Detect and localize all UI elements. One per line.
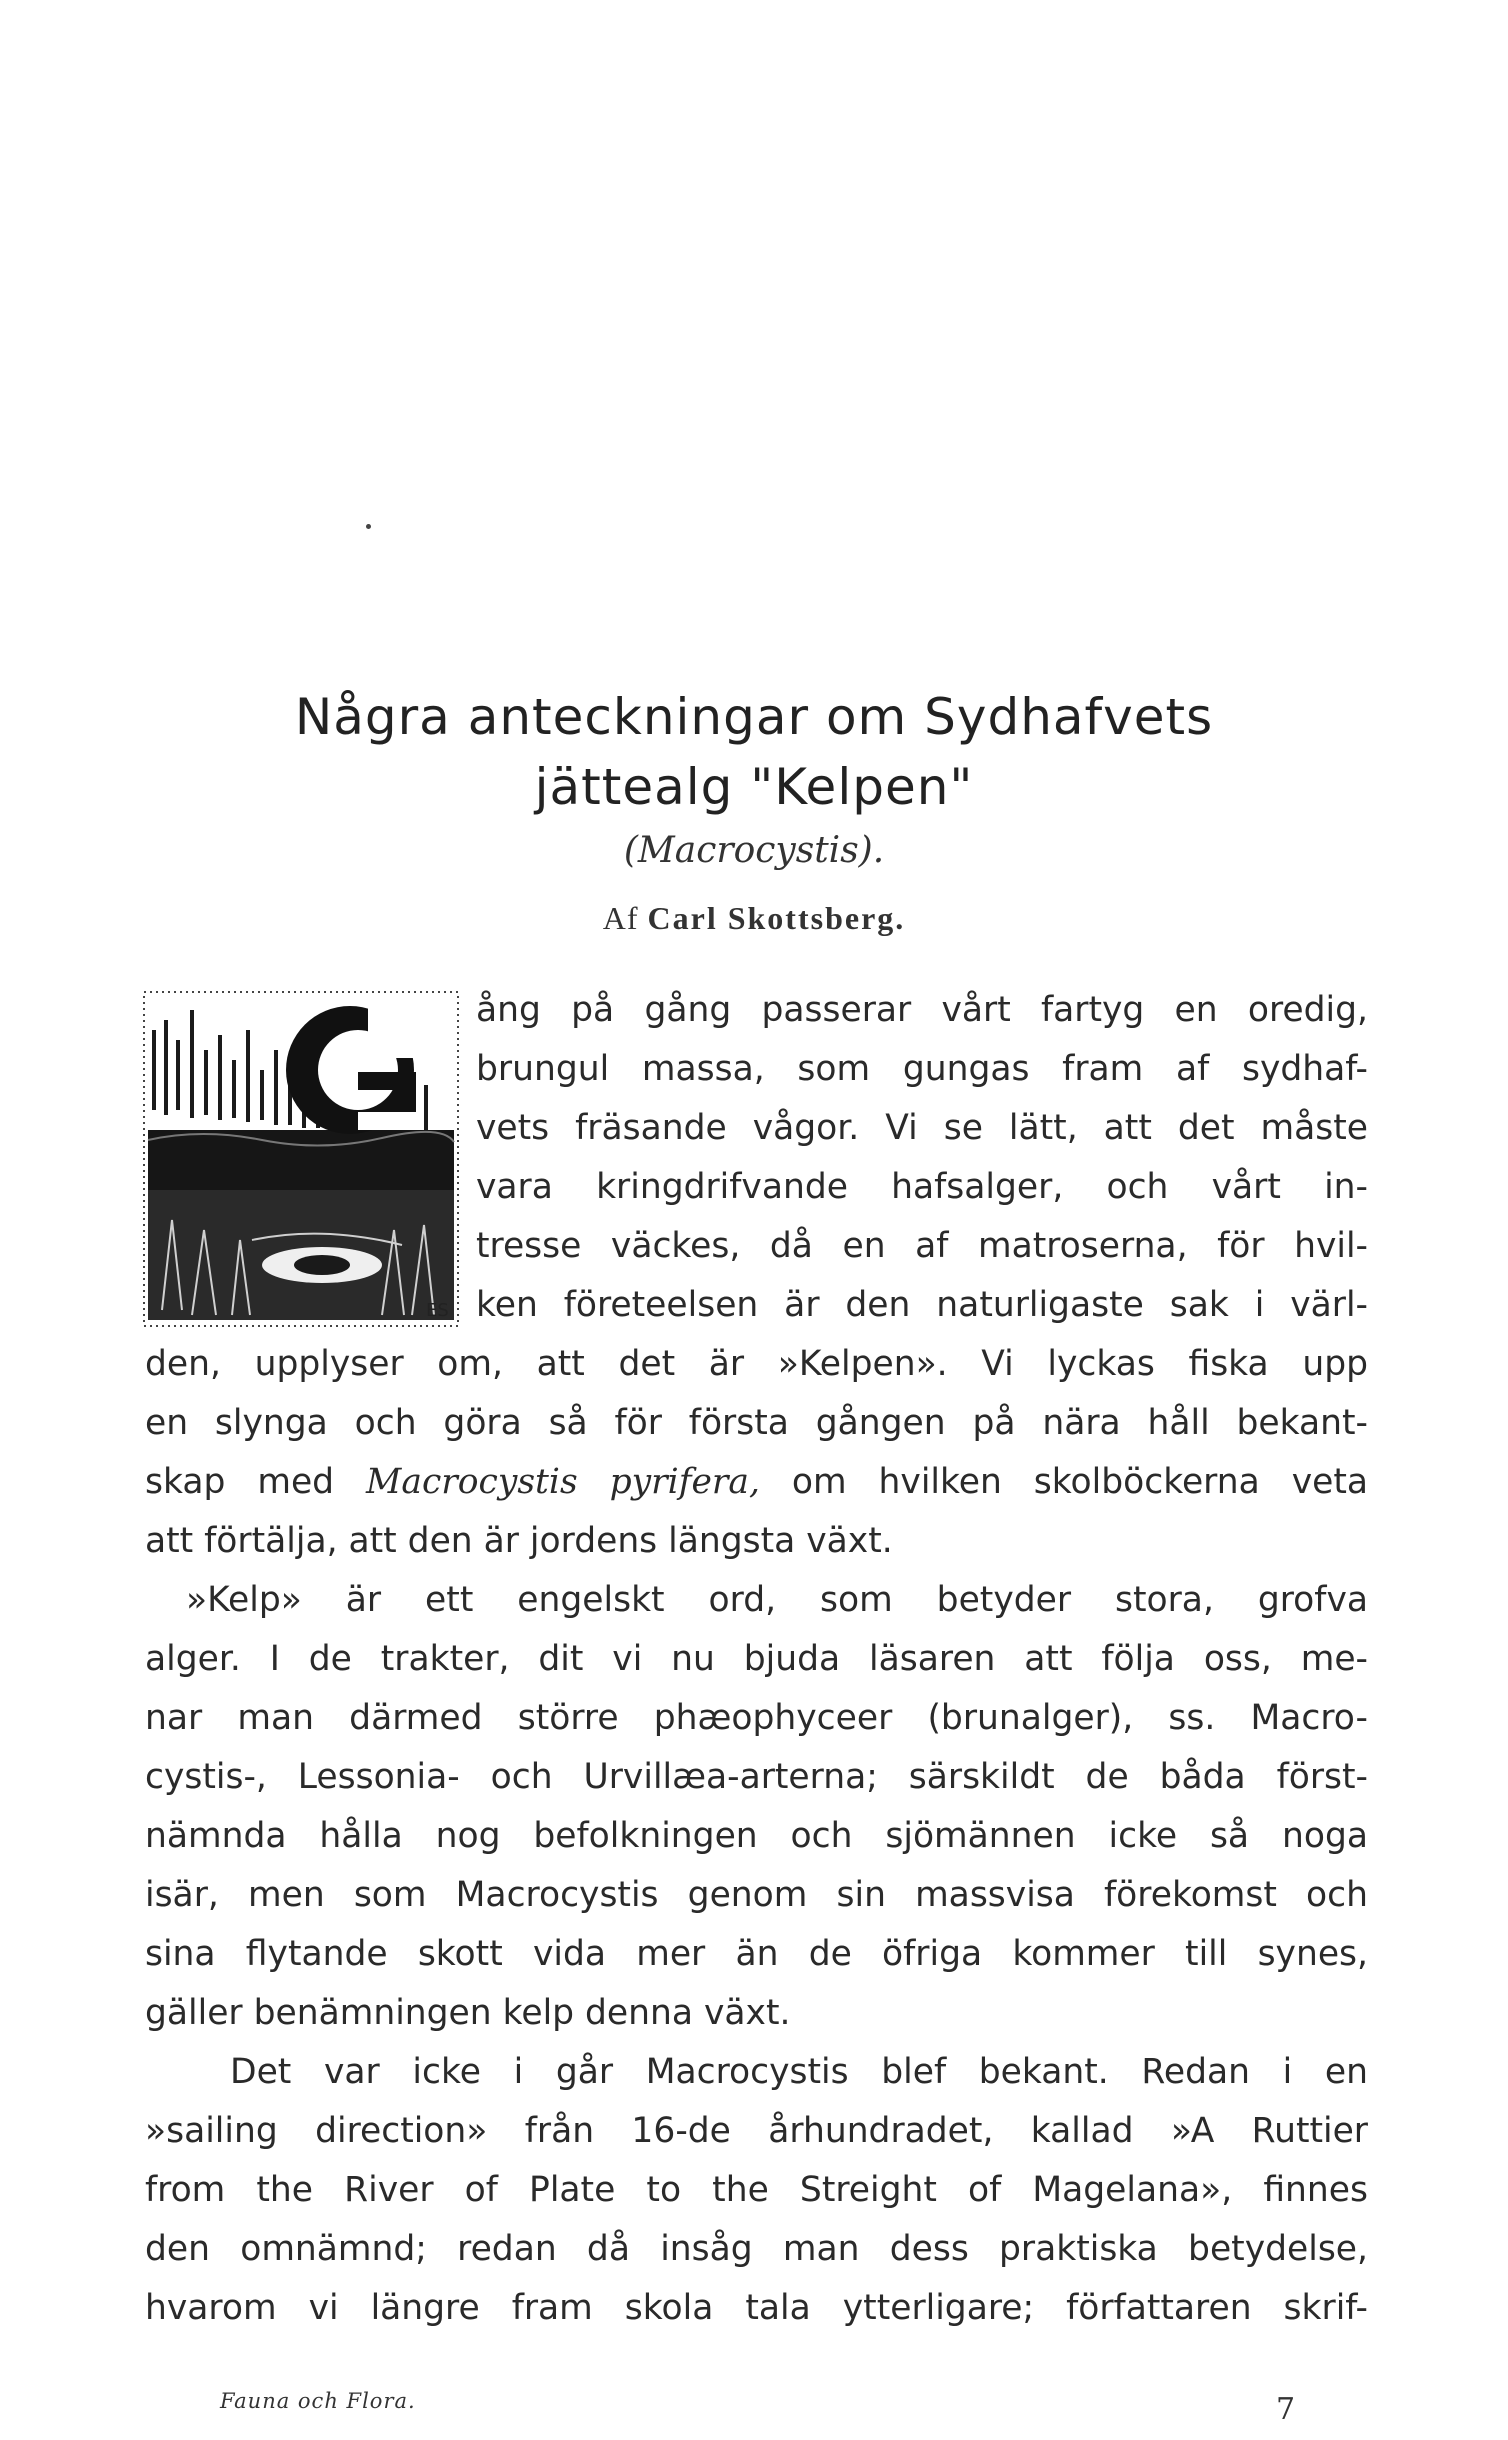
print-speck [366,524,371,529]
body-line: Det var icke i går Macrocystis blef bekant. Redan i en [230,2052,1368,2092]
author-line [140,900,1368,937]
decorated-initial-G-icon [142,990,460,1328]
body-line: tresse väckes, då en af matroserna, för hvil- [476,1226,1368,1266]
body-line [145,1462,1368,1502]
body-text: om hvilken skolböckerna veta [791,1462,1369,1502]
author-prefix: Af [602,900,639,936]
body-line: »Kelp» är ett engelskt ord, som betyder stora, grofva [186,1580,1368,1620]
body-line: den omnämnd; redan då insåg man dess praktiska betydelse, [145,2229,1368,2269]
author-name: Carl Skottsberg. [647,900,906,936]
body-line: den, upplyser om, att det är »Kelpen». Vi lyckas fiska upp [145,1344,1368,1384]
species-name: Macrocystis pyrifera, [366,1462,760,1502]
body-line: isär, men som Macrocystis genom sin massvisa förekomst och [145,1875,1368,1915]
body-line: en slynga och göra så för första gången på nära håll bekant- [145,1403,1368,1443]
body-text: skap med [145,1462,335,1502]
body-line: vets fräsande vågor. Vi se lätt, att det måste [476,1108,1368,1148]
body-line: ken företeelsen är den naturligaste sak i värl- [476,1285,1368,1325]
body-line: alger. I de trakter, dit vi nu bjuda läsaren att följa oss, me- [145,1639,1368,1679]
body-line: ång på gång passerar vårt fartyg en oredig, [476,990,1368,1030]
article-subtitle: (Macrocystis). [623,830,885,871]
body-line: att förtälja, att den är jordens längsta växt. [145,1521,893,1561]
monogram-text: ES [426,1300,449,1321]
body-line: brungul massa, som gungas fram af sydhaf- [476,1049,1368,1089]
body-line: nämnda hålla nog befolkningen och sjömännen icke så noga [145,1816,1368,1856]
body-line: from the River of Plate to the Streight of Magelana», finnes [145,2170,1368,2210]
body-line: »sailing direction» från 16-de århundradet, kallad »A Ruttier [145,2111,1368,2151]
journal-footer: Fauna och Flora. [220,2389,416,2413]
body-line: nar man därmed större phæophyceer (brunalger), ss. Macro- [145,1698,1368,1738]
body-line: sina flytande skott vida mer än de öfriga kommer till synes, [145,1934,1368,1974]
body-line: cystis-, Lessonia- och Urvillæa-arterna; särskildt de båda först- [145,1757,1368,1797]
page-number: 7 [1276,2392,1296,2427]
article-title-line-2: jättealg "Kelpen" [534,758,974,816]
body-line: vara kringdrifvande hafsalger, och vårt in- [476,1167,1368,1207]
article-title-line-1: Några anteckningar om Sydhafvets [294,688,1214,746]
body-line: gäller benämningen kelp denna växt. [145,1993,791,2033]
body-line: hvarom vi längre fram skola tala ytterligare; författaren skrif- [145,2288,1368,2328]
